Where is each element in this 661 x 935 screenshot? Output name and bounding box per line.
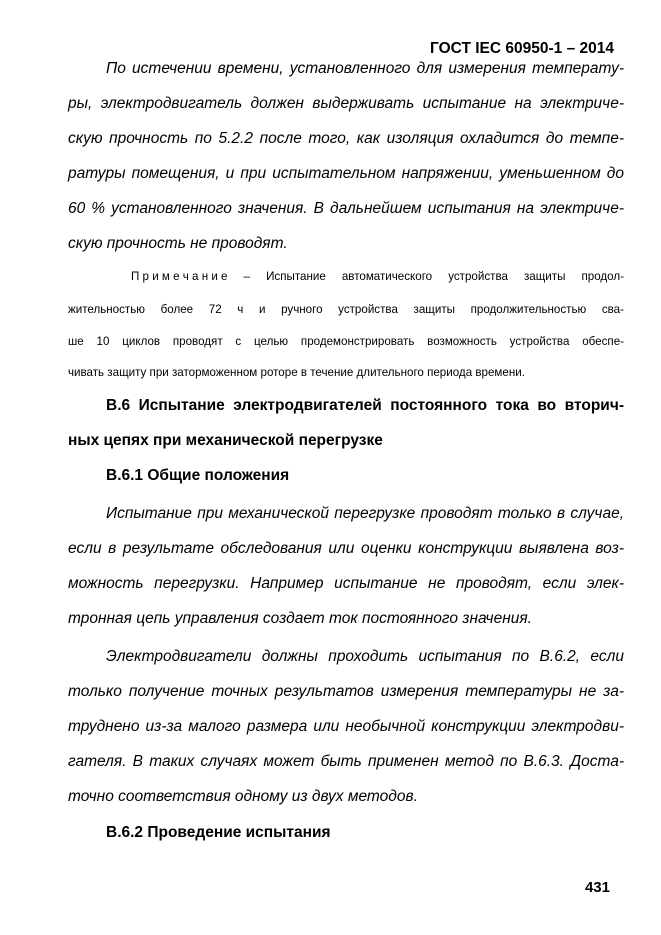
note-line-2: жительностью более 72 ч и ручного устройства защиты продолжительностью сва- — [68, 303, 624, 316]
section-b61-heading: В.6.1 Общие положения — [106, 467, 290, 484]
note-line-1 — [131, 271, 624, 283]
note-label: П р и м е ч а н и е — [131, 270, 228, 283]
page-number: 431 — [584, 879, 610, 896]
section-b62-heading: В.6.2 Проведение испытания — [106, 824, 331, 841]
paragraph-1-line-2: ры, электродвигатель должен выдерживать испытание на электриче- — [68, 95, 624, 112]
paragraph-1-line-4: ратуры помещения, и при испытательном напряжении, уменьшенном до — [68, 165, 624, 182]
section-b61-paragraph-1-line-2: если в результате обследования или оценки конструкции выявлена воз- — [68, 540, 624, 557]
section-b61-paragraph-1-line-4: тронная цепь управления создает ток постоянного значения. — [68, 610, 532, 627]
paragraph-1-line-6: скую прочность не проводят. — [68, 235, 288, 252]
note-line-3: ше 10 циклов проводят с целью продемонстрировать возможность устройства обеспе- — [68, 335, 624, 348]
note-line-4: чивать защиту при заторможенном роторе в течение длительного периода времени. — [68, 366, 525, 379]
section-b61-paragraph-2-line-3: труднено из-за малого размера или необычной конструкции электродви- — [68, 718, 624, 735]
section-b61-paragraph-2-line-5: точно соответствия одному из двух методов. — [68, 788, 418, 805]
paragraph-1-line-1: По истечении времени, установленного для измерения температу- — [106, 60, 624, 77]
section-b61-paragraph-1-line-3: можность перегрузки. Например испытание не проводят, если элек- — [68, 575, 624, 592]
section-b61-paragraph-2-line-2: только получение точных результатов измерения температуры не за- — [68, 683, 624, 700]
paragraph-1-line-3: скую прочность по 5.2.2 после того, как изоляция охладится до темпе- — [68, 130, 624, 147]
document-header-title: ГОСТ IEC 60950-1 – 2014 — [430, 40, 614, 57]
note-line-1-text: – Испытание автоматического устройства защиты продол- — [227, 270, 624, 283]
section-b61-paragraph-2-line-4: гателя. В таких случаях может быть применен метод по В.6.3. Доста- — [68, 753, 624, 770]
section-b6-heading-line-2: ных цепях при механической перегрузке — [68, 432, 383, 449]
section-b61-paragraph-1-line-1: Испытание при механической перегрузке проводят только в случае, — [106, 505, 624, 522]
section-b61-paragraph-2-line-1: Электродвигатели должны проходить испытания по В.6.2, если — [106, 648, 624, 665]
paragraph-1-line-5: 60 % установленного значения. В дальнейшем испытания на электриче- — [68, 200, 624, 217]
section-b6-heading-line-1: В.6 Испытание электродвигателей постоянного тока во вторич- — [106, 397, 624, 414]
